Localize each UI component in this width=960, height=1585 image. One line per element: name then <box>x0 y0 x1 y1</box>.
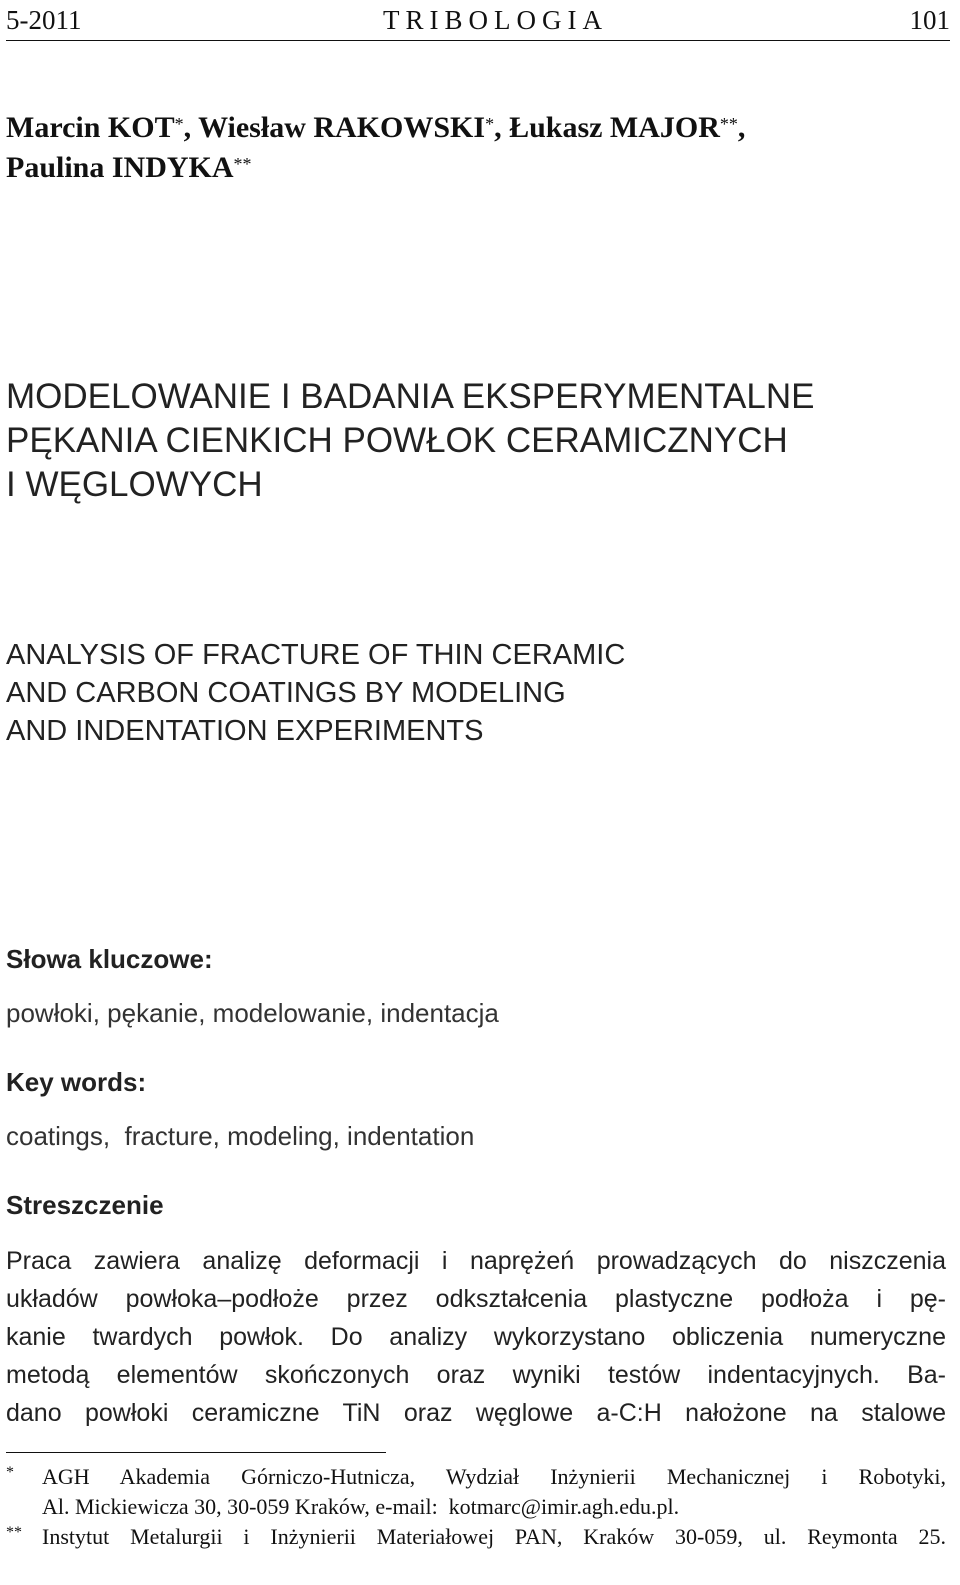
keywords-en-text: coatings, fracture, modeling, indentation <box>6 1121 475 1151</box>
title-line: PĘKANIA CIENKICH POWŁOK CERAMICZNYCH <box>6 421 788 460</box>
author-name: Łukasz MAJOR <box>509 111 720 144</box>
author-line-2 <box>6 148 946 188</box>
abstract-line: metodą elementów skończonych oraz wyniki testów indentacyjnych. Ba- <box>6 1361 946 1389</box>
abstract-line: układów powłoka–podłoże przez odkształcenia plastyczne podłoża i pę- <box>6 1285 946 1313</box>
keywords-pl-text: powłoki, pękanie, modelowanie, indentacja <box>6 998 499 1028</box>
issue-number: 5-2011 <box>6 5 82 35</box>
title-line: MODELOWANIE I BADANIA EKSPERYMENTALNE <box>6 377 815 416</box>
keywords-pl-heading: Słowa kluczowe: <box>6 944 213 974</box>
title-polish <box>6 375 946 507</box>
author-name: Marcin KOT <box>6 111 175 144</box>
footnote-line: Al. Mickiewicza 30, 30-059 Kraków, e-mail: kotmarc@imir.agh.edu.pl. <box>42 1494 680 1519</box>
author-list <box>6 108 946 188</box>
author-line-1: Marcin KOT*, Wiesław RAKOWSKI*, Łukasz MAJOR**, <box>6 111 746 144</box>
author-name: Paulina INDYKA <box>6 151 234 184</box>
header-rule <box>6 40 950 41</box>
affiliation-mark: ** <box>233 154 252 174</box>
title-line: AND CARBON COATINGS BY MODELING <box>6 677 566 709</box>
footnote-1 <box>6 1462 946 1522</box>
affiliation-mark: * <box>174 114 184 134</box>
footnote-mark: ** <box>6 1524 22 1541</box>
footnote-line: AGH Akademia Górniczo-Hutnicza, Wydział Inżynierii Mechanicznej i Robotyki, <box>42 1464 946 1489</box>
abstract-line: Praca zawiera analizę deformacji i naprężeń prowadzących do niszczenia <box>6 1247 946 1275</box>
footnote-line: Instytut Metalurgii i Inżynierii Materiałowej PAN, Kraków 30-059, ul. Reymonta 25. <box>42 1524 946 1549</box>
author-name: Wiesław RAKOWSKI <box>198 111 486 144</box>
title-line: AND INDENTATION EXPERIMENTS <box>6 715 484 747</box>
title-english <box>6 636 946 750</box>
abstract-line: dano powłoki ceramiczne TiN oraz węglowe a-C:H nałożone na stalowe <box>6 1399 946 1427</box>
abstract-heading: Streszczenie <box>6 1190 164 1220</box>
abstract-line: kanie twardych powłok. Do analizy wykorzystano obliczenia numeryczne <box>6 1323 946 1351</box>
affiliation-mark: ** <box>719 114 738 134</box>
footnotes <box>6 1462 946 1552</box>
running-header <box>6 0 950 36</box>
footnote-rule <box>6 1452 386 1453</box>
journal-name: TRIBOLOGIA <box>383 5 608 35</box>
title-line: ANALYSIS OF FRACTURE OF THIN CERAMIC <box>6 639 626 671</box>
affiliation-mark: * <box>485 114 495 134</box>
title-line: I WĘGLOWYCH <box>6 465 263 504</box>
footnote-mark: * <box>6 1464 14 1481</box>
page-number: 101 <box>909 5 950 35</box>
abstract-body <box>6 1242 946 1432</box>
footnote-2 <box>6 1522 946 1552</box>
keywords-en-heading: Key words: <box>6 1067 147 1097</box>
